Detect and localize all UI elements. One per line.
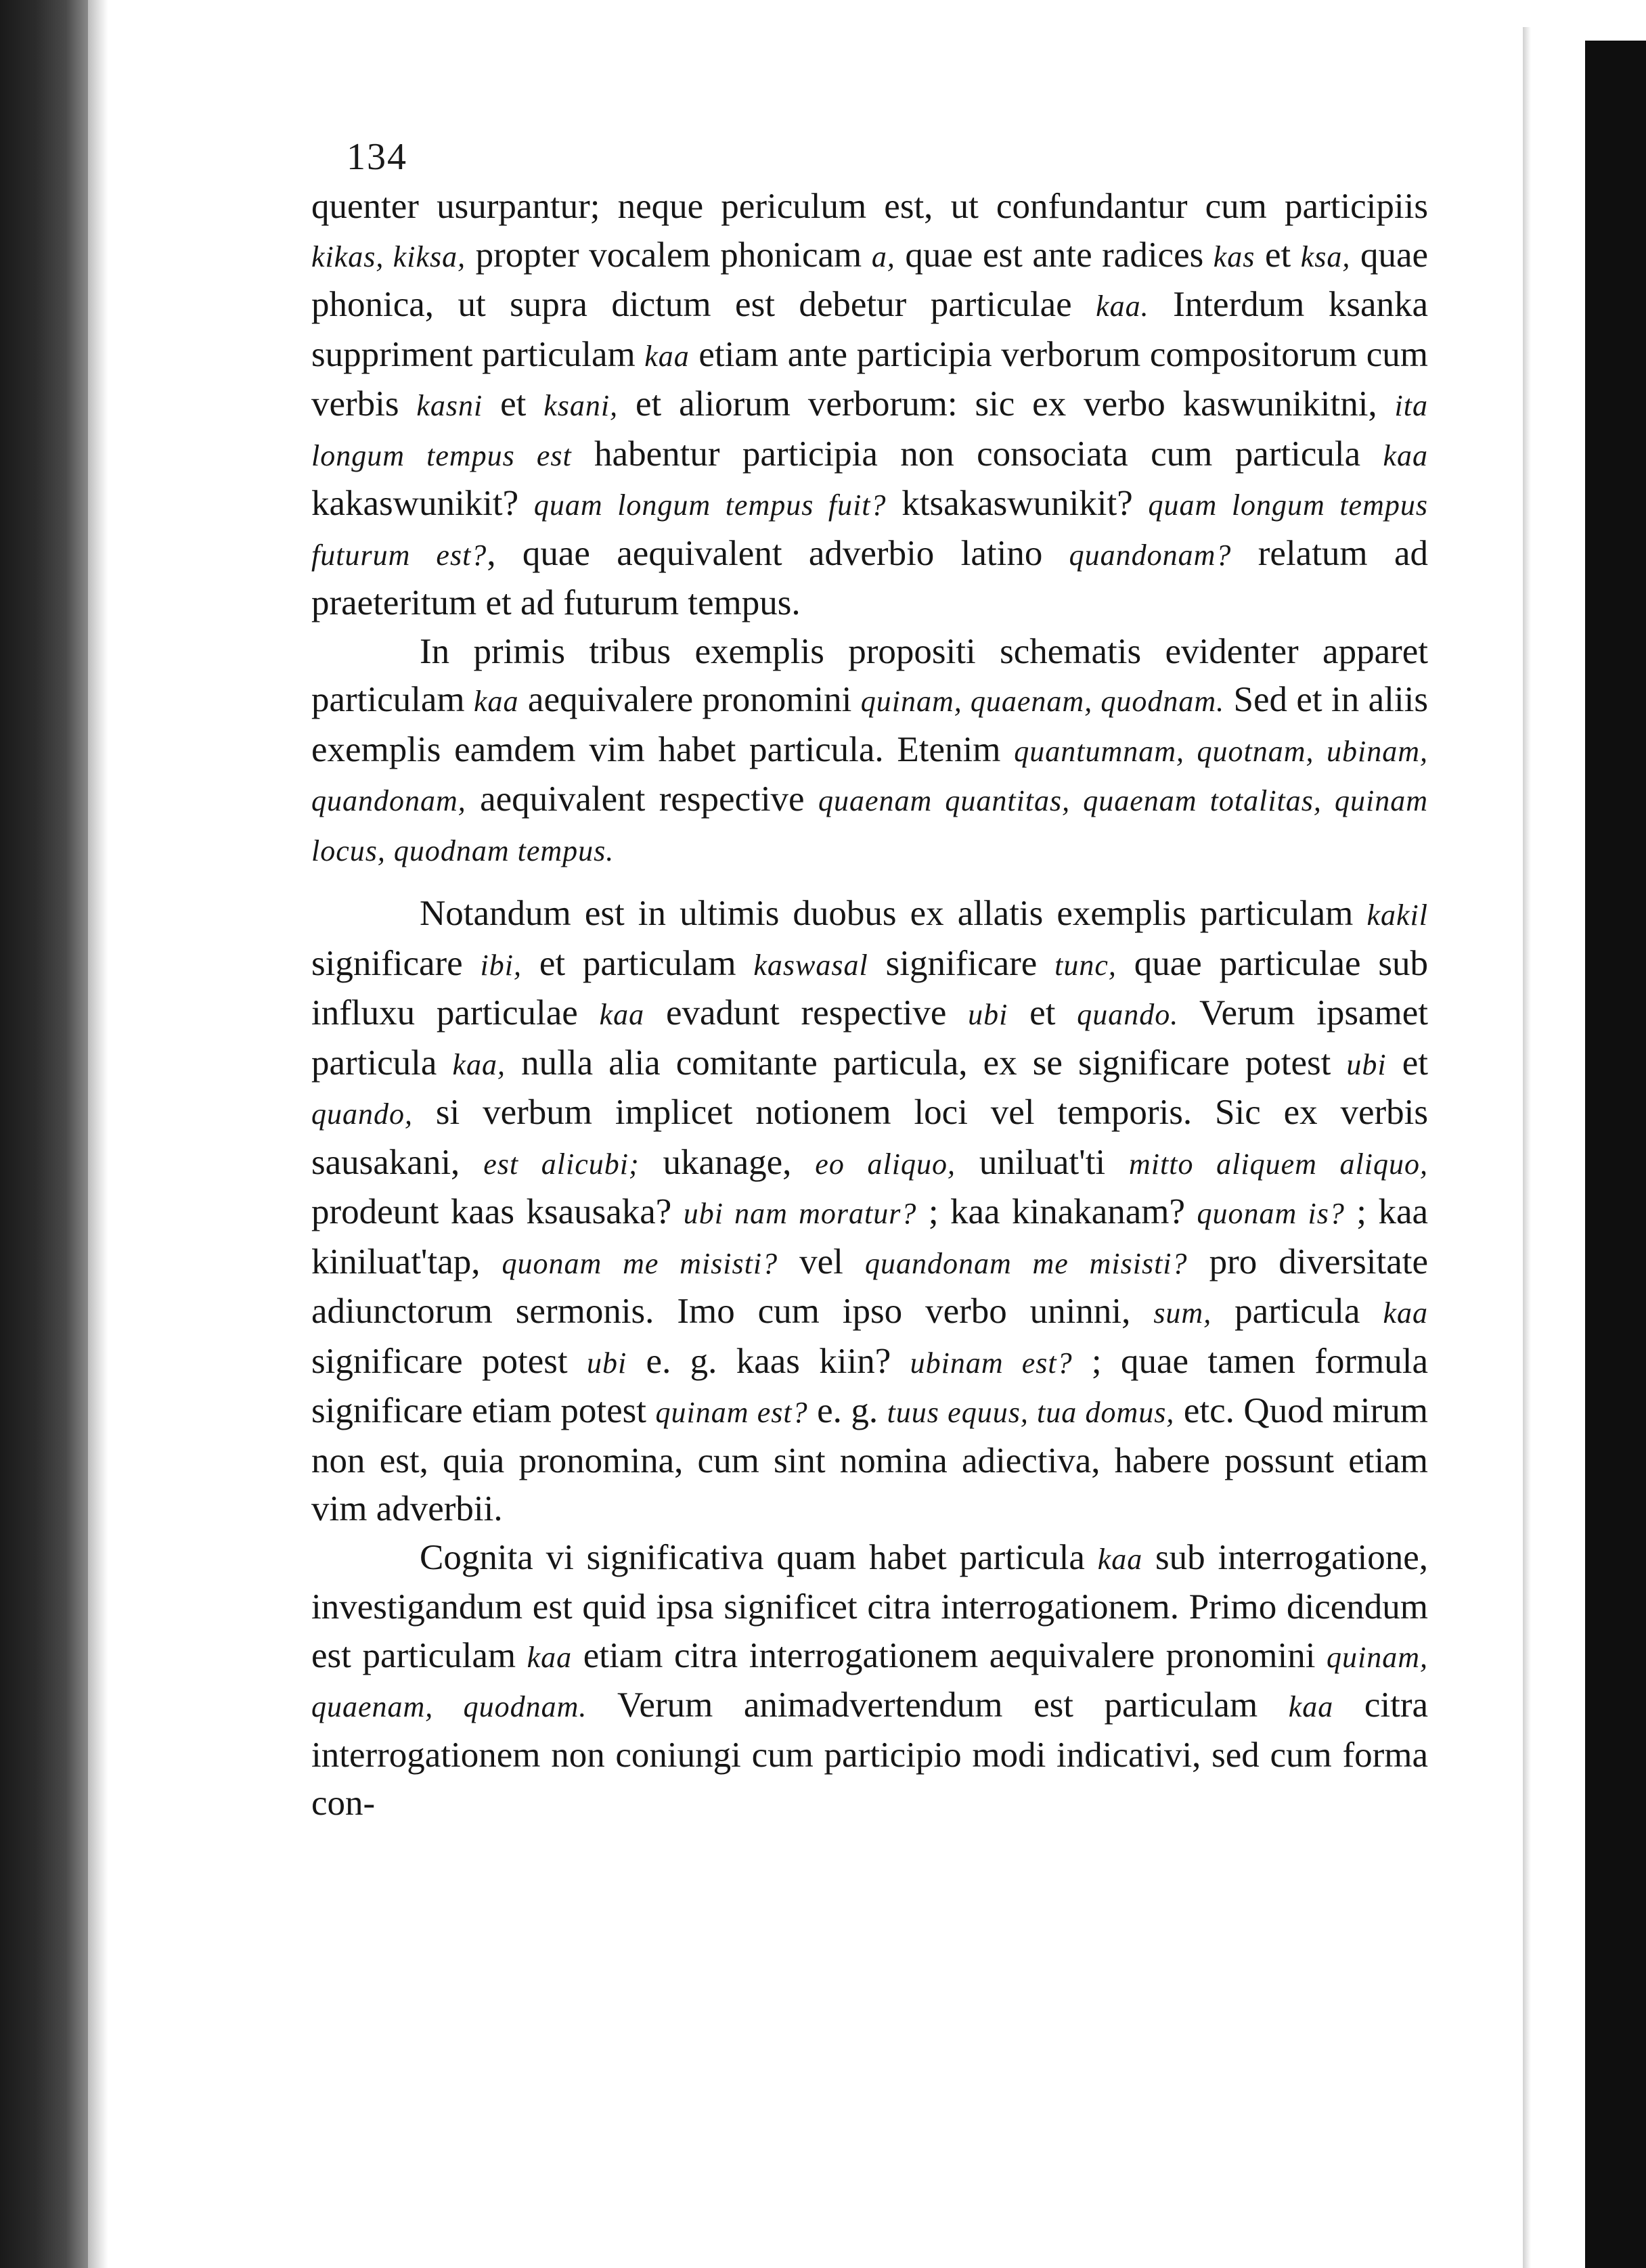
text-run: si verbum implicet notionem loci vel temporis. Sic ex verbis sausakani, bbox=[311, 1093, 1428, 1182]
text-run: significare bbox=[311, 943, 481, 983]
italic-phrase: quando, bbox=[311, 1097, 413, 1131]
italic-phrase: quandonam me misisti? bbox=[864, 1246, 1188, 1280]
text-run: aequivalent respective bbox=[466, 779, 818, 819]
italic-phrase: tuus equus, tua domus, bbox=[887, 1396, 1175, 1429]
italic-phrase: kaswasal bbox=[753, 948, 868, 982]
text-run: habentur participia non consociata cum particula bbox=[571, 434, 1383, 474]
text-run: Verum animadvertendum est particulam bbox=[587, 1685, 1289, 1725]
text-run: ktsakaswunikit? bbox=[886, 484, 1149, 523]
text-run: et bbox=[1386, 1043, 1428, 1083]
italic-phrase: ksa, bbox=[1300, 240, 1351, 273]
italic-phrase: kaa bbox=[1097, 1542, 1143, 1576]
text-run: quae phonica, ut supra dictum est debetur particulae bbox=[311, 235, 1429, 324]
text-run: In primis tribus exemplis propositi schematis evidenter apparet particulam bbox=[311, 631, 1428, 719]
italic-phrase: quantumnam, quotnam, ubinam, quandonam, bbox=[311, 734, 1428, 817]
italic-phrase: ubi bbox=[968, 998, 1008, 1031]
italic-phrase: kikas, kiksa, bbox=[311, 240, 466, 273]
text-run: relatum ad praeteritum et ad futurum tempus. bbox=[311, 533, 1428, 622]
text-run: et particulam bbox=[521, 943, 754, 983]
italic-phrase: kaa. bbox=[1096, 290, 1149, 323]
text-run: sub interrogatione, investigandum est quid ipsa significet citra interrogationem. Primo dicendum est particulam bbox=[311, 1537, 1428, 1675]
text-run: citra interrogationem non coniungi cum participio modi indicativi, sed cum forma con- bbox=[311, 1685, 1428, 1823]
text-run: Verum ipsamet particula bbox=[311, 993, 1428, 1083]
text-run: Notandum est in ultimis duobus ex allatis exemplis particulam bbox=[420, 894, 1367, 933]
italic-phrase: ubi bbox=[1346, 1047, 1387, 1081]
italic-phrase: tunc, bbox=[1054, 948, 1117, 982]
text-run: significare potest bbox=[311, 1341, 587, 1381]
italic-phrase: quinam, quaenam, quodnam. bbox=[311, 1640, 1428, 1723]
scan-border-right bbox=[1585, 41, 1646, 2268]
text-run: prodeunt kaas ksausaka? bbox=[311, 1192, 684, 1231]
italic-phrase: sum, bbox=[1153, 1296, 1212, 1330]
text-run: Sed et in aliis exemplis eamdem vim habet particula. Etenim bbox=[311, 680, 1428, 769]
italic-phrase: a, bbox=[871, 240, 895, 273]
text-run: propter vocalem phonicam bbox=[466, 235, 872, 275]
italic-phrase: kaa bbox=[474, 685, 519, 718]
text-run: kakaswunikit? bbox=[311, 484, 534, 523]
text-run: et bbox=[483, 384, 544, 424]
italic-phrase: ubi nam moratur? bbox=[683, 1197, 917, 1230]
italic-phrase: kaa bbox=[1383, 438, 1428, 472]
paragraph bbox=[311, 890, 1428, 1534]
italic-phrase: ksani, bbox=[543, 389, 619, 422]
italic-phrase: kakil bbox=[1366, 899, 1428, 932]
paragraph bbox=[311, 628, 1428, 876]
italic-phrase: kaa bbox=[1383, 1296, 1428, 1330]
text-run: , quae aequivalent adverbio latino bbox=[487, 533, 1069, 573]
italic-phrase: ubinam est? bbox=[910, 1346, 1073, 1380]
italic-phrase: kaa bbox=[599, 998, 645, 1031]
italic-phrase: eo aliquo, bbox=[815, 1147, 956, 1181]
scan-gutter-edge bbox=[88, 0, 108, 2268]
italic-phrase: quonam me misisti? bbox=[502, 1246, 778, 1280]
italic-phrase: quinam est? bbox=[655, 1396, 808, 1429]
text-run: quae est ante radices bbox=[895, 235, 1214, 275]
italic-phrase: quam longum tempus fuit? bbox=[533, 489, 887, 522]
text-run: etiam citra interrogationem aequivalere pronomini bbox=[572, 1635, 1327, 1675]
text-run: aequivalere pronomini bbox=[518, 680, 861, 719]
italic-phrase: quam longum tempus futurum est? bbox=[311, 489, 1428, 572]
text-run: pro diversitate adiunctorum sermonis. Imo cum ipso verbo uninni, bbox=[311, 1242, 1429, 1331]
text-run: uniluat'ti bbox=[955, 1142, 1129, 1182]
scan-margin-top-right bbox=[1585, 0, 1646, 41]
italic-phrase: kaa bbox=[527, 1640, 573, 1674]
italic-phrase: kasni bbox=[416, 389, 483, 422]
text-run: ; kaa kiniluat'tap, bbox=[311, 1192, 1429, 1282]
italic-phrase: ita longum tempus est bbox=[311, 389, 1428, 472]
text-run: Cognita vi significativa quam habet particula bbox=[420, 1537, 1098, 1577]
text-run: e. g. bbox=[807, 1391, 887, 1430]
page-edge-shadow bbox=[1523, 27, 1531, 2268]
text-run: etc. Quod mirum non est, quia pronomina, cum sint nomina adiectiva, habere possunt etiam vim adverbii. bbox=[311, 1391, 1429, 1528]
italic-phrase: kaa, bbox=[452, 1047, 506, 1081]
text-run: e. g. kaas kiin? bbox=[627, 1341, 910, 1381]
paragraph bbox=[311, 1534, 1428, 1828]
italic-phrase: kaa bbox=[644, 339, 690, 373]
italic-phrase: est alicubi; bbox=[483, 1147, 640, 1181]
italic-phrase: quinam, quaenam, quodnam. bbox=[860, 685, 1225, 718]
text-run: significare bbox=[868, 943, 1055, 983]
italic-phrase: kas bbox=[1213, 240, 1255, 273]
text-run: ; quae tamen formula significare etiam potest bbox=[311, 1341, 1428, 1430]
italic-phrase: mitto aliquem aliquo, bbox=[1129, 1147, 1428, 1181]
italic-phrase: ibi, bbox=[480, 948, 522, 982]
text-run: quae particulae sub influxu particulae bbox=[311, 943, 1429, 1033]
page-number: 134 bbox=[347, 136, 407, 178]
italic-phrase: quonam is? bbox=[1197, 1197, 1345, 1230]
text-run: ukanage, bbox=[639, 1142, 816, 1182]
italic-phrase: quaenam quantitas, quaenam totalitas, quinam locus, quodnam tempus. bbox=[311, 784, 1429, 867]
text-run: vel bbox=[778, 1242, 865, 1282]
body-text bbox=[311, 183, 1428, 1828]
text-run: et bbox=[1008, 993, 1077, 1033]
italic-phrase: kaa bbox=[1288, 1690, 1334, 1723]
text-run: evadunt respective bbox=[644, 993, 969, 1033]
italic-phrase: quandonam? bbox=[1069, 538, 1232, 572]
scan-gutter-left bbox=[0, 0, 88, 2268]
text-run: et aliorum verborum: sic ex verbo kaswunikitni, bbox=[618, 384, 1395, 424]
italic-phrase: quando. bbox=[1077, 998, 1179, 1031]
text-run: etiam ante participia verborum compositorum cum verbis bbox=[311, 334, 1428, 424]
text-run: particula bbox=[1211, 1292, 1383, 1331]
text-run: quenter usurpantur; neque periculum est, ut confundantur cum participiis bbox=[311, 187, 1428, 226]
text-run: Interdum ksanka suppriment particulam bbox=[311, 285, 1429, 374]
italic-phrase: ubi bbox=[586, 1346, 627, 1380]
text-run: et bbox=[1255, 235, 1301, 275]
text-run: nulla alia comitante particula, ex se significare potest bbox=[506, 1043, 1347, 1083]
text-run: ; kaa kinakanam? bbox=[916, 1192, 1197, 1231]
paragraph bbox=[311, 183, 1428, 628]
